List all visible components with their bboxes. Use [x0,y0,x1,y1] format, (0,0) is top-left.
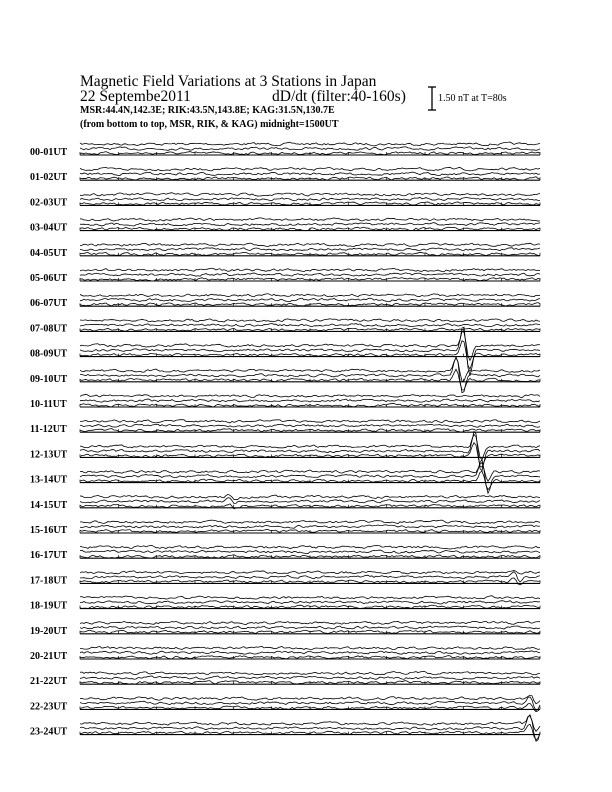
row-18-19UT [30,596,540,612]
trace-KAG [80,142,540,146]
row-label: 23-24UT [30,726,68,738]
row-05-06UT [30,268,540,284]
row-03-04UT [30,218,540,234]
scale-bar [428,87,436,110]
row-label: 08-09UT [30,348,68,360]
trace-KAG [80,394,540,397]
trace-KAG [80,646,540,649]
trace-RIK [80,651,540,654]
station-coordinates: MSR:44.4N,142.3E; RIK:43.5N,143.8E; KAG:31.5N,130.7E [80,105,335,116]
trace-KAG [80,545,540,549]
row-08-09UT [30,327,540,376]
trace-RIK [80,399,540,402]
trace-KAG [80,621,540,624]
row-label: 12-13UT [30,449,68,461]
row-19-20UT [30,621,540,637]
row-label: 13-14UT [30,474,68,486]
row-label: 07-08UT [30,323,68,335]
row-20-21UT [30,646,540,662]
row-label: 19-20UT [30,625,68,637]
trace-KAG [80,520,540,524]
row-10-11UT [30,394,540,410]
row-label: 14-15UT [30,499,68,511]
row-23-24UT [30,715,540,741]
scale-label: 1.50 nT at T=80s [438,93,507,104]
row-label: 06-07UT [30,298,68,310]
trace-RIK [80,424,540,427]
row-14-15UT [30,494,540,510]
trace-RIK [80,676,540,680]
row-00-01UT [30,142,540,158]
trace-RIK [80,172,540,175]
trace-KAG [80,319,540,322]
trace-RIK [80,248,540,251]
row-label: 05-06UT [30,273,68,284]
row-01-02UT [30,167,540,183]
row-label: 03-04UT [30,222,68,234]
row-12-13UT [30,431,540,470]
row-label: 15-16UT [30,525,68,536]
trace-KAG [80,671,540,674]
trace-RIK [80,323,540,326]
trace-KAG [80,167,540,171]
row-02-03UT [30,193,540,209]
trace-RIK [80,601,540,604]
row-22-23UT [30,695,540,712]
chart-component: dD/dt (filter:40-160s) [272,88,406,105]
row-label: 01-02UT [30,172,68,184]
chart-title: Magnetic Field Variations at 3 Stations in Japan [80,73,377,90]
trace-RIK [80,197,540,200]
row-label: 10-11UT [30,399,67,410]
row-15-16UT [30,520,540,536]
row-label: 20-21UT [30,651,68,662]
row-label: 04-05UT [30,247,68,259]
trace-KAG [80,420,540,423]
trace-RIK [80,459,540,493]
trace-KAG [80,243,540,247]
row-06-07UT [30,294,540,310]
row-13-14UT [30,459,540,493]
row-label: 16-17UT [30,550,68,562]
trace-KAG [80,463,540,482]
station-order-note: (from bottom to top, MSR, RIK, & KAG) midnight=1500UT [80,119,339,130]
row-label: 22-23UT [30,701,68,713]
trace-KAG [80,494,540,499]
row-label: 21-22UT [30,676,68,688]
row-09-10UT [30,357,540,393]
trace-KAG [80,193,540,196]
row-label: 02-03UT [30,197,68,209]
row-label: 17-18UT [30,575,68,587]
trace-KAG [80,358,540,382]
trace-RIK [80,357,540,393]
row-label: 00-01UT [30,147,68,158]
trace-KAG [80,294,540,297]
trace-KAG [80,596,540,599]
trace-RIK [80,223,540,226]
chart-date: 22 Septembe2011 [80,88,191,105]
trace-RIK [80,298,540,302]
trace-RIK [80,715,540,741]
row-21-22UT [30,671,540,687]
trace-KAG [80,268,540,271]
trace-RIK [80,147,540,151]
trace-RIK [80,273,540,276]
row-label: 18-19UT [30,600,68,612]
row-11-12UT [30,420,540,436]
row-label: 11-12UT [30,424,67,436]
trace-RIK [80,550,540,553]
trace-RIK [80,327,540,376]
trace-MSR [80,341,540,369]
row-04-05UT [30,243,540,259]
trace-RIK [80,525,540,528]
trace-RIK [80,626,540,629]
row-label: 09-10UT [30,373,68,385]
trace-KAG [80,218,540,221]
trace-RIK [80,498,540,504]
row-16-17UT [30,545,540,561]
trace-RIK [80,431,540,470]
row-17-18UT [30,570,540,586]
trace-KAG [80,570,540,574]
